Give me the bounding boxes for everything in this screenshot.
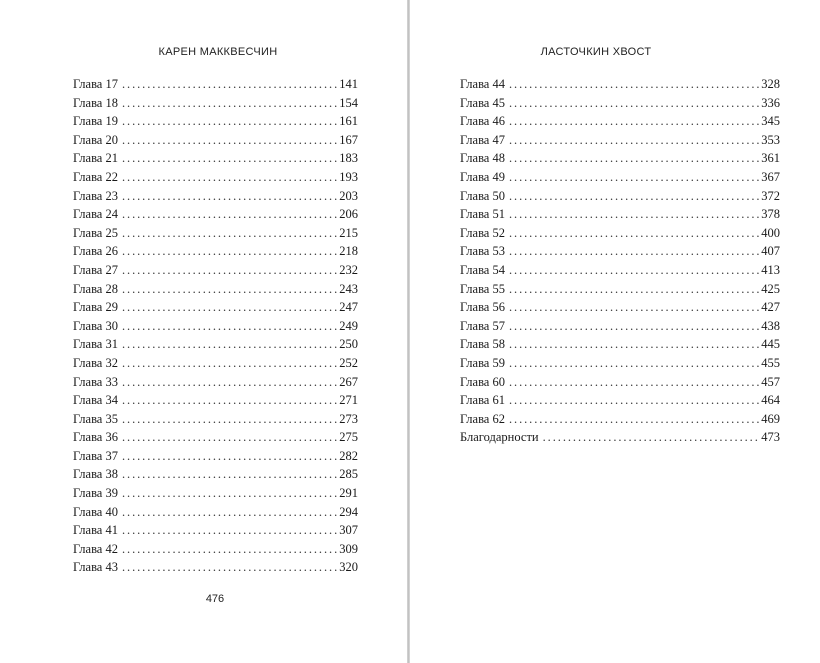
toc-dot-leader bbox=[122, 335, 338, 354]
toc-dot-leader bbox=[122, 540, 338, 559]
toc-dot-leader bbox=[509, 261, 760, 280]
toc-dot-leader bbox=[509, 298, 760, 317]
toc-entry-label: Глава 35 bbox=[73, 411, 118, 426]
toc-entry bbox=[460, 94, 780, 113]
toc-entry bbox=[73, 224, 358, 243]
toc-dot-leader bbox=[509, 168, 760, 187]
toc-dot-leader bbox=[509, 354, 760, 373]
toc-dot-leader bbox=[122, 149, 338, 168]
toc-dot-leader bbox=[122, 521, 338, 540]
toc-dot-leader bbox=[122, 447, 338, 466]
toc-entry-page: 473 bbox=[761, 430, 780, 445]
toc-dot-leader bbox=[122, 373, 338, 392]
toc-dot-leader bbox=[509, 373, 760, 392]
toc-dot-leader bbox=[509, 410, 760, 429]
toc-entry bbox=[73, 484, 358, 503]
running-head-title: ЛАСТОЧКИН ХВОСТ bbox=[540, 46, 652, 58]
toc-entry-page: 141 bbox=[339, 77, 358, 91]
toc-entry-page: 427 bbox=[761, 300, 780, 315]
toc-dot-leader bbox=[509, 335, 760, 354]
toc-entry-label: Глава 41 bbox=[73, 523, 118, 538]
toc-entry bbox=[73, 168, 358, 187]
toc-entry-label: Глава 20 bbox=[73, 132, 118, 147]
toc-dot-leader bbox=[509, 205, 760, 224]
toc-entry-page: 457 bbox=[761, 374, 780, 389]
toc-entry-page: 445 bbox=[761, 337, 780, 352]
toc-entry bbox=[73, 242, 358, 261]
toc-entry-page: 154 bbox=[339, 95, 358, 110]
toc-entry-page: 250 bbox=[339, 337, 358, 352]
toc-dot-leader bbox=[122, 503, 338, 522]
toc-entry-label: Глава 22 bbox=[73, 169, 118, 184]
toc-entry bbox=[73, 428, 358, 447]
toc-dot-leader bbox=[122, 242, 338, 261]
toc-entry bbox=[460, 131, 780, 150]
toc-entry-page: 320 bbox=[339, 560, 358, 575]
toc-entry bbox=[460, 354, 780, 373]
toc-entry bbox=[73, 521, 358, 540]
toc-entry bbox=[73, 75, 358, 94]
toc-list-left bbox=[73, 75, 358, 577]
toc-entry-label: Глава 34 bbox=[73, 393, 118, 408]
toc-entry bbox=[73, 187, 358, 206]
toc-entry-page: 361 bbox=[761, 151, 780, 166]
toc-dot-leader bbox=[122, 261, 338, 280]
toc-dot-leader bbox=[509, 280, 760, 299]
toc-entry-label: Благодарности bbox=[460, 430, 539, 445]
toc-entry bbox=[73, 149, 358, 168]
toc-entry-label: Глава 44 bbox=[460, 77, 505, 91]
toc-dot-leader bbox=[543, 428, 761, 447]
toc-entry-label: Глава 29 bbox=[73, 300, 118, 315]
toc-dot-leader bbox=[122, 484, 338, 503]
toc-entry-page: 328 bbox=[761, 77, 780, 91]
toc-entry-page: 438 bbox=[761, 318, 780, 333]
toc-dot-leader bbox=[122, 391, 338, 410]
toc-entry-page: 464 bbox=[761, 393, 780, 408]
toc-entry-label: Глава 56 bbox=[460, 300, 505, 315]
toc-entry bbox=[73, 298, 358, 317]
toc-entry-label: Глава 43 bbox=[73, 560, 118, 575]
toc-entry-page: 247 bbox=[339, 300, 358, 315]
toc-entry-page: 183 bbox=[339, 151, 358, 166]
toc-entry-page: 307 bbox=[339, 523, 358, 538]
toc-entry bbox=[460, 242, 780, 261]
toc-dot-leader bbox=[122, 131, 338, 150]
toc-dot-leader bbox=[122, 280, 338, 299]
toc-entry bbox=[73, 503, 358, 522]
toc-entry-page: 345 bbox=[761, 114, 780, 129]
toc-entry bbox=[460, 168, 780, 187]
toc-entry-label: Глава 40 bbox=[73, 504, 118, 519]
toc-entry-page: 378 bbox=[761, 207, 780, 222]
toc-entry bbox=[73, 112, 358, 131]
toc-dot-leader bbox=[509, 317, 760, 336]
toc-entry-label: Глава 58 bbox=[460, 337, 505, 352]
toc-entry-label: Глава 36 bbox=[73, 430, 118, 445]
toc-entry-label: Глава 55 bbox=[460, 281, 505, 296]
toc-entry-page: 309 bbox=[339, 541, 358, 556]
toc-entry-label: Глава 60 bbox=[460, 374, 505, 389]
toc-entry bbox=[73, 280, 358, 299]
toc-entry-label: Глава 61 bbox=[460, 393, 505, 408]
toc-entry bbox=[460, 224, 780, 243]
toc-entry bbox=[73, 540, 358, 559]
toc-entry-label: Глава 30 bbox=[73, 318, 118, 333]
toc-dot-leader bbox=[122, 428, 338, 447]
toc-entry bbox=[460, 428, 780, 447]
toc-entry-label: Глава 33 bbox=[73, 374, 118, 389]
toc-entry-page: 455 bbox=[761, 355, 780, 370]
toc-dot-leader bbox=[509, 112, 760, 131]
toc-entry-page: 353 bbox=[761, 132, 780, 147]
toc-entry bbox=[73, 447, 358, 466]
toc-entry bbox=[460, 280, 780, 299]
toc-entry-page: 271 bbox=[339, 393, 358, 408]
toc-entry-label: Глава 50 bbox=[460, 188, 505, 203]
toc-entry-label: Глава 25 bbox=[73, 225, 118, 240]
toc-entry bbox=[73, 94, 358, 113]
toc-entry-label: Глава 57 bbox=[460, 318, 505, 333]
toc-dot-leader bbox=[509, 94, 760, 113]
toc-dot-leader bbox=[509, 149, 760, 168]
toc-dot-leader bbox=[122, 354, 338, 373]
toc-dot-leader bbox=[122, 317, 338, 336]
toc-entry bbox=[460, 187, 780, 206]
toc-entry-page: 372 bbox=[761, 188, 780, 203]
toc-entry-label: Глава 32 bbox=[73, 355, 118, 370]
toc-entry-page: 413 bbox=[761, 262, 780, 277]
toc-entry bbox=[73, 335, 358, 354]
toc-entry-page: 215 bbox=[339, 225, 358, 240]
toc-entry-page: 206 bbox=[339, 207, 358, 222]
toc-entry bbox=[73, 391, 358, 410]
toc-entry-page: 407 bbox=[761, 244, 780, 259]
toc-entry-label: Глава 31 bbox=[73, 337, 118, 352]
toc-entry bbox=[73, 465, 358, 484]
toc-entry-label: Глава 17 bbox=[73, 77, 118, 91]
toc-entry-label: Глава 45 bbox=[460, 95, 505, 110]
toc-entry-label: Глава 38 bbox=[73, 467, 118, 482]
toc-entry-label: Глава 42 bbox=[73, 541, 118, 556]
toc-entry bbox=[460, 410, 780, 429]
toc-entry bbox=[460, 317, 780, 336]
toc-dot-leader bbox=[122, 75, 338, 94]
toc-entry-page: 249 bbox=[339, 318, 358, 333]
toc-dot-leader bbox=[122, 465, 338, 484]
toc-entry bbox=[460, 75, 780, 94]
toc-dot-leader bbox=[509, 391, 760, 410]
toc-entry-label: Глава 26 bbox=[73, 244, 118, 259]
toc-entry-page: 282 bbox=[339, 448, 358, 463]
toc-entry-page: 273 bbox=[339, 411, 358, 426]
toc-entry-label: Глава 48 bbox=[460, 151, 505, 166]
toc-entry-label: Глава 28 bbox=[73, 281, 118, 296]
toc-entry-label: Глава 47 bbox=[460, 132, 505, 147]
toc-dot-leader bbox=[122, 112, 338, 131]
left-page bbox=[0, 0, 408, 663]
toc-dot-leader bbox=[122, 187, 338, 206]
toc-entry-page: 167 bbox=[339, 132, 358, 147]
toc-entry-page: 400 bbox=[761, 225, 780, 240]
toc-dot-leader bbox=[122, 558, 338, 577]
toc-entry-label: Глава 54 bbox=[460, 262, 505, 277]
page-number: 476 bbox=[205, 593, 225, 605]
toc-entry-label: Глава 62 bbox=[460, 411, 505, 426]
toc-dot-leader bbox=[122, 410, 338, 429]
toc-entry-label: Глава 39 bbox=[73, 486, 118, 501]
toc-entry bbox=[73, 317, 358, 336]
toc-entry bbox=[460, 205, 780, 224]
toc-dot-leader bbox=[122, 94, 338, 113]
toc-entry bbox=[73, 373, 358, 392]
toc-entry-label: Глава 24 bbox=[73, 207, 118, 222]
toc-entry bbox=[73, 558, 358, 577]
toc-entry-page: 294 bbox=[339, 504, 358, 519]
toc-entry-page: 218 bbox=[339, 244, 358, 259]
toc-entry bbox=[73, 261, 358, 280]
toc-entry-page: 193 bbox=[339, 169, 358, 184]
toc-dot-leader bbox=[122, 224, 338, 243]
toc-entry-page: 252 bbox=[339, 355, 358, 370]
toc-entry bbox=[460, 149, 780, 168]
toc-entry-page: 243 bbox=[339, 281, 358, 296]
toc-entry-page: 291 bbox=[339, 486, 358, 501]
toc-entry-label: Глава 59 bbox=[460, 355, 505, 370]
toc-entry bbox=[460, 335, 780, 354]
toc-entry-page: 203 bbox=[339, 188, 358, 203]
right-page bbox=[410, 0, 820, 663]
toc-dot-leader bbox=[509, 224, 760, 243]
running-head-author: КАРЕН МАККВЕСЧИН bbox=[158, 46, 278, 58]
toc-list-right bbox=[460, 75, 780, 447]
toc-entry-label: Глава 18 bbox=[73, 95, 118, 110]
toc-entry-page: 336 bbox=[761, 95, 780, 110]
toc-entry bbox=[73, 131, 358, 150]
toc-entry-page: 267 bbox=[339, 374, 358, 389]
toc-entry-page: 161 bbox=[339, 114, 358, 129]
toc-entry-label: Глава 23 bbox=[73, 188, 118, 203]
toc-entry bbox=[73, 354, 358, 373]
toc-entry bbox=[460, 391, 780, 410]
toc-entry-label: Глава 53 bbox=[460, 244, 505, 259]
toc-dot-leader bbox=[122, 298, 338, 317]
toc-entry-page: 469 bbox=[761, 411, 780, 426]
toc-entry bbox=[460, 373, 780, 392]
toc-entry-label: Глава 52 bbox=[460, 225, 505, 240]
toc-dot-leader bbox=[122, 168, 338, 187]
toc-entry-page: 425 bbox=[761, 281, 780, 296]
toc-dot-leader bbox=[509, 242, 760, 261]
toc-entry-label: Глава 21 bbox=[73, 151, 118, 166]
toc-entry-label: Глава 49 bbox=[460, 169, 505, 184]
toc-entry-label: Глава 19 bbox=[73, 114, 118, 129]
toc-entry bbox=[460, 112, 780, 131]
toc-entry-label: Глава 46 bbox=[460, 114, 505, 129]
toc-entry bbox=[73, 205, 358, 224]
toc-entry-label: Глава 51 bbox=[460, 207, 505, 222]
toc-entry-label: Глава 37 bbox=[73, 448, 118, 463]
toc-entry bbox=[460, 261, 780, 280]
toc-entry-page: 367 bbox=[761, 169, 780, 184]
toc-dot-leader bbox=[122, 205, 338, 224]
toc-entry-label: Глава 27 bbox=[73, 262, 118, 277]
toc-dot-leader bbox=[509, 75, 760, 94]
toc-entry-page: 285 bbox=[339, 467, 358, 482]
toc-entry-page: 275 bbox=[339, 430, 358, 445]
toc-entry bbox=[460, 298, 780, 317]
toc-dot-leader bbox=[509, 131, 760, 150]
toc-entry-page: 232 bbox=[339, 262, 358, 277]
toc-dot-leader bbox=[509, 187, 760, 206]
toc-entry bbox=[73, 410, 358, 429]
